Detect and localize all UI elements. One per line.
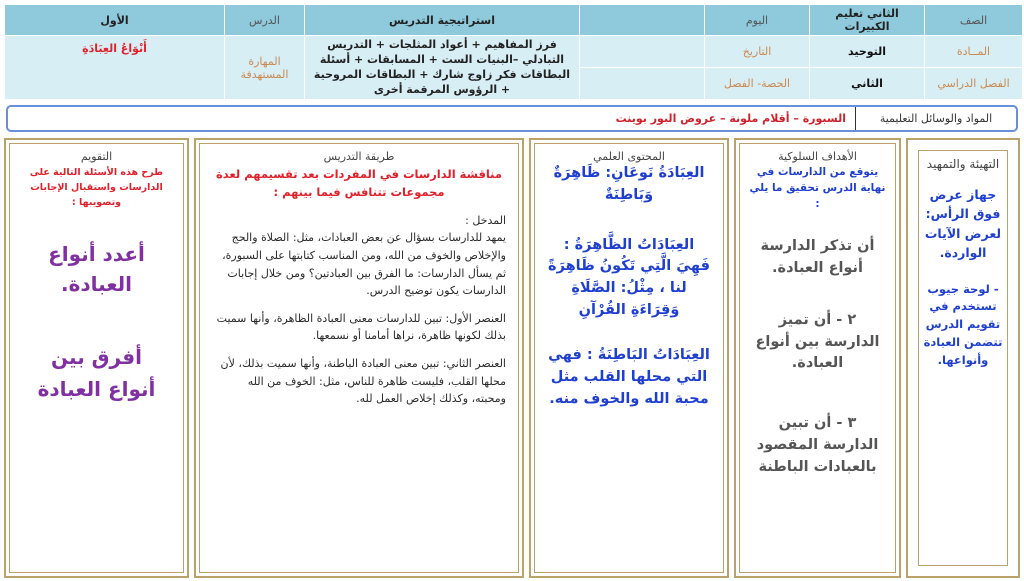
objectives-column bbox=[734, 138, 901, 578]
objectives-intro: يتوقع من الدارسات في نهاية الدرس تحقيق ما يلي : bbox=[749, 166, 886, 210]
method-intro-title: المدخل : bbox=[465, 213, 506, 227]
evaluation-lead: طرح هذه الأسئلة التالية على الدارسات واستقبال الإجابات وتصويبها : bbox=[29, 167, 164, 209]
intro-column bbox=[906, 138, 1020, 578]
skill-value: أَنْوَاعُ العِبَادَةِ bbox=[5, 36, 225, 100]
skill-label: المهارة المستهدفة bbox=[225, 36, 305, 100]
materials-label: المواد والوسائل التعليمية bbox=[855, 107, 1016, 130]
materials-value: السبورة – أقلام ملونة – عروض البور بوينت bbox=[615, 112, 846, 125]
method-lead: مناقشة الدارسات في المفردات بعد تقسيمهم لعدة مجموعات تتنافس فيما بينهم : bbox=[216, 167, 502, 200]
objective-3: ٣ - أن تبين الدارسة المقصود بالعبادات الباطنة bbox=[756, 415, 879, 475]
objective-2: ٢ - أن تميز الدارسة بين أنواع العبادة. bbox=[755, 311, 880, 372]
semester-value: الثاني bbox=[810, 68, 925, 100]
intro-p2: - لوحة جيوب تستخدم في تقويم الدرس تتضمن العبادة وأنواعها. bbox=[923, 281, 1003, 367]
header-table bbox=[4, 4, 1023, 100]
evaluation-title: التقويم bbox=[80, 150, 113, 163]
objective-1: أن تذكر الدارسة أنواع العبادة. bbox=[760, 238, 875, 276]
content-title: المحتوى العلمي bbox=[593, 150, 665, 163]
method-element-1: العنصر الأول: تبين للدارسات معنى العبادة الظاهرة، وأنها سميت بذلك لكونها ظاهرة، نراها أمامنا أو نسمعها. bbox=[216, 311, 506, 343]
strategy-label: استراتيجية التدريس bbox=[305, 5, 580, 36]
subject-value: التوحيد bbox=[810, 36, 925, 68]
evaluation-column bbox=[4, 138, 189, 578]
date-label: التاريخ bbox=[705, 36, 810, 68]
lesson-value: الأول bbox=[5, 5, 225, 36]
class-value: الثاني تعليم الكبيرات bbox=[810, 5, 925, 36]
evaluation-q1: أعدد أنواع العبادة. bbox=[48, 241, 145, 296]
method-intro-text: يمهد للدارسات بسؤال عن بعض العبادات، مثل: الصلاة والحج والإخلاص والخوف من الله، ومن المناسب كتابتها على السبورة، ثم يسأل الدارسات: ما الفرق بين العبادتين؟ ومن خلال إجابات الدارسات يكون توضيح الدرس. bbox=[222, 231, 506, 298]
class-label: الصف bbox=[925, 5, 1023, 36]
content-3: العِبَادَاتُ البَاطِنَةُ : فهي التي محلها القلب مثل محبة الله والخوف منه. bbox=[548, 346, 710, 408]
evaluation-q2: أفرق بين أنواع العبادة bbox=[37, 344, 156, 401]
intro-p1: جهاز عرض فوق الرأس: لعرض الآيات الواردة. bbox=[924, 187, 1002, 261]
content-2: العِبَادَاتُ الظَّاهِرَةُ : فَهِيَ الَّتِي تَكُونُ ظَاهِرَةً لنا ، مِثْلُ: الصَّلَاةِ وَقِرَاءَةِ القُرْآنِ bbox=[548, 236, 710, 318]
content-column bbox=[529, 138, 729, 578]
content-1: العِبَادَةُ نَوعَانِ: ظَاهِرَةٌ وَبَاطِنَةٌ bbox=[553, 165, 705, 203]
lesson-label: الدرس bbox=[225, 5, 305, 36]
intro-title: التهيئة والتمهيد bbox=[926, 157, 1000, 171]
method-element-2: العنصر الثاني: تبين معنى العبادة الباطنة، وأنها سميت بذلك، لأن محلها القلب، فليست ظاهرة للناس، مثل: الخوف من الله ومحبته، وكذلك إخلاص العمل لله. bbox=[220, 356, 506, 406]
period-label: الحصة- الفصل bbox=[705, 68, 810, 100]
materials-bar bbox=[6, 105, 1018, 132]
method-title: طريقة التدريس bbox=[323, 150, 395, 163]
objectives-title: الأهداف السلوكية bbox=[778, 150, 857, 163]
method-column bbox=[194, 138, 524, 578]
subject-label: المــادة bbox=[925, 36, 1023, 68]
period-value bbox=[580, 68, 705, 100]
semester-label: الفصل الدراسي bbox=[925, 68, 1023, 100]
date-value bbox=[580, 36, 705, 68]
day-label: اليوم bbox=[705, 5, 810, 36]
day-value bbox=[580, 5, 705, 36]
strategy-text: فرز المفاهيم + أعواد المثلجات + التدريس التبادلي –البنيات الست + المسابقات + أسئلة البطاقات فكر زاوج شارك + البطاقات المروحية + الرؤوس المرقمة أخرى bbox=[305, 36, 580, 100]
